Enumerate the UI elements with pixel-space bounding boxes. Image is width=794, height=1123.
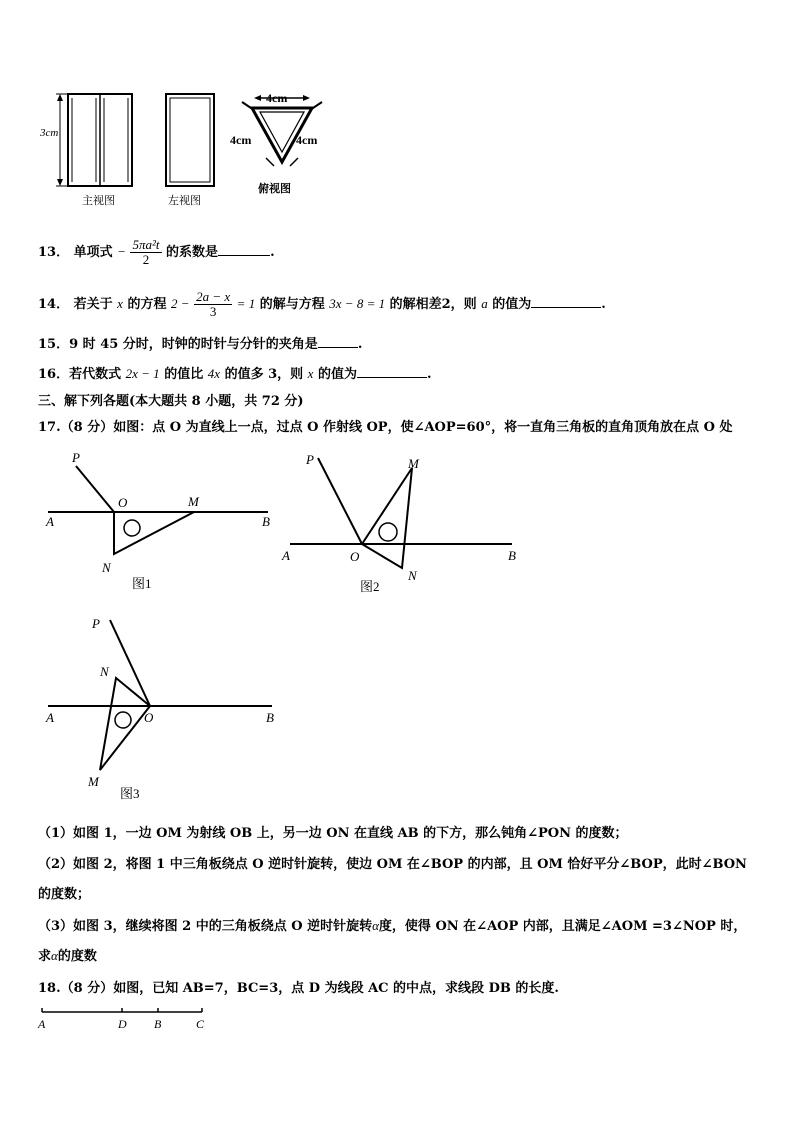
q17-figure-1: [40, 446, 280, 596]
q16-prefix: 16．若代数式: [38, 367, 122, 382]
q17-part-2-line-2: 的度数；: [38, 887, 91, 902]
fig1-label-n: N: [102, 560, 111, 575]
fig2-label-p: P: [306, 452, 314, 467]
fig2-caption: 图2: [360, 579, 380, 594]
q13-minus: −: [117, 244, 126, 259]
fig3-label-n: N: [100, 664, 109, 679]
q17-part-2-line-1: （2）如图 2，将图 1 中三角板绕点 O 逆时针旋转，使边 OM 在∠BOP 的内部，且 OM 恰好平分∠BOP，此时∠BON: [38, 857, 747, 872]
q14-eq1-numerator: 2a − x: [196, 289, 231, 304]
fig2-svg: [278, 446, 528, 596]
fig2-label-b: B: [508, 548, 516, 563]
front-view-label: 主视图: [82, 195, 115, 207]
q17-part-3-line-2: [38, 945, 97, 964]
q17-part-1: （1）如图 1，一边 OM 为射线 OB 上，另一边 ON 在直线 AB 的下方，那么钝角∠PON 的度数；: [38, 826, 628, 841]
q16-var-x: x: [307, 366, 314, 381]
q18-point-c: C: [196, 1017, 205, 1031]
fig3-ray-op: [110, 620, 150, 706]
question-16: [38, 363, 432, 382]
section-title: 三、解下列各题(本大题共 8 小题，共 72 分): [38, 394, 304, 409]
fig2-triangle-hole: [379, 523, 397, 541]
q18-svg: [36, 1004, 216, 1034]
q16-suffix: 的值为: [317, 367, 357, 382]
q17-intro: 17.（8 分）如图：点 O 为直线上一点，过点 O 作射线 OP，使∠AOP=60°，将一直角三角板的直角顶角放在点 O 处: [38, 420, 733, 435]
top-dim-top-label: 4cm: [266, 91, 288, 105]
fig1-label-b: B: [262, 514, 270, 529]
q14-number: 14．: [38, 297, 70, 312]
q18-point-a: A: [38, 1017, 46, 1031]
top-dim-left-label: 4cm: [230, 133, 252, 147]
fig2-label-m: M: [408, 456, 419, 471]
q13-denominator: 2: [142, 252, 150, 267]
fig3-caption: 图3: [120, 786, 140, 801]
fig3-svg: [40, 612, 280, 802]
top-dim-right-label: 4cm: [296, 133, 318, 147]
q16-end: .: [427, 367, 432, 382]
q18-point-d: D: [118, 1017, 127, 1031]
fig2-label-o: O: [350, 549, 360, 564]
fig1-caption: 图1: [132, 576, 152, 591]
fig1-label-m: M: [188, 494, 199, 509]
fig3-label-b: B: [266, 710, 274, 725]
left-view-outline: [166, 94, 214, 186]
fig1-ray-op: [76, 466, 114, 512]
fig3-label-o: O: [144, 710, 154, 725]
q13-answer-blank[interactable]: [218, 243, 270, 256]
q16-answer-blank[interactable]: [357, 365, 427, 378]
q13-end: .: [270, 245, 275, 260]
q14-var-x: x: [117, 296, 123, 311]
q13-number: 13．: [38, 245, 70, 260]
q14-mid3: 的解相差2，则: [389, 297, 477, 312]
three-view-figure: [38, 88, 328, 210]
fig1-svg: [40, 446, 280, 596]
q14-answer-blank[interactable]: [531, 295, 601, 308]
q16-mid2: 的值多 3，则: [224, 367, 304, 382]
q17-figure-3: [40, 612, 280, 802]
fig3-label-a: A: [46, 710, 54, 725]
fig1-label-o: O: [118, 495, 128, 510]
q16-mid1: 的值比: [164, 367, 204, 382]
q16-expr2: 4x: [207, 366, 221, 381]
q17-part3-a: （3）如图 3，继续将图 2 中的三角板绕点 O 逆时针旋转: [38, 919, 373, 934]
q14-end: .: [601, 297, 606, 312]
top-view-label: 俯视图: [258, 183, 291, 195]
fig2-label-a: A: [282, 548, 290, 563]
question-14: [38, 290, 606, 319]
q14-eq2: 3x − 8 = 1: [329, 296, 386, 311]
q14-fraction: [194, 290, 232, 319]
fig1-label-a: A: [46, 514, 54, 529]
q16-expr1: 2x − 1: [125, 366, 160, 381]
q14-eq1-b: = 1: [236, 296, 256, 311]
q17-alpha: α: [372, 918, 379, 933]
fig2-triangle: [362, 468, 412, 568]
q14-mid2: 的解与方程: [259, 297, 325, 312]
q13-prefix: 单项式: [73, 245, 113, 260]
q17-part3-b: 度，使得 ON 在∠AOP 内部，且满足∠AOM =3∠NOP 时，: [378, 919, 747, 934]
fig3-triangle-hole: [115, 712, 131, 728]
q14-var-a: a: [481, 296, 488, 311]
q17-part3-d: 的度数: [57, 949, 97, 964]
q17-alpha-2: α: [51, 948, 58, 963]
question-15: [38, 333, 362, 352]
q14-prefix: 若关于: [73, 297, 113, 312]
q17-part-3-line-1: [38, 915, 746, 934]
q14-eq1-a: 2 −: [171, 296, 190, 311]
three-view-svg: [38, 88, 328, 210]
q18-segment-figure: [36, 1004, 216, 1034]
question-13: [38, 238, 275, 267]
fig1-triangle-hole: [124, 520, 140, 536]
q14-mid1: 的方程: [127, 297, 167, 312]
q13-fraction: [130, 238, 161, 267]
left-view-label: 左视图: [168, 195, 201, 207]
q13-numerator: 5πa²t: [132, 237, 160, 252]
q18-point-b: B: [154, 1017, 162, 1031]
q13-suffix: 的系数是: [166, 245, 219, 260]
fig2-label-n: N: [408, 568, 417, 583]
q14-suffix: 的值为: [492, 297, 532, 312]
q15-end: .: [357, 337, 363, 352]
q15-answer-blank[interactable]: [318, 335, 358, 348]
q14-eq1-denominator: 3: [209, 304, 217, 319]
fig1-label-p: P: [72, 450, 80, 465]
fig2-ray-op: [318, 458, 362, 544]
fig3-label-p: P: [92, 616, 100, 631]
height-dim-label: 3cm: [40, 127, 59, 139]
question-18: 18.（8 分）如图，已知 AB=7，BC=3，点 D 为线段 AC 的中点，求线段 DB 的长度.: [38, 981, 559, 996]
q15-text: 15．9 时 45 分时，时钟的时针与分针的夹角是: [38, 337, 318, 352]
q17-figure-2: [278, 446, 528, 596]
fig3-label-m: M: [88, 774, 99, 789]
q17-part3-c: 求: [38, 949, 52, 964]
